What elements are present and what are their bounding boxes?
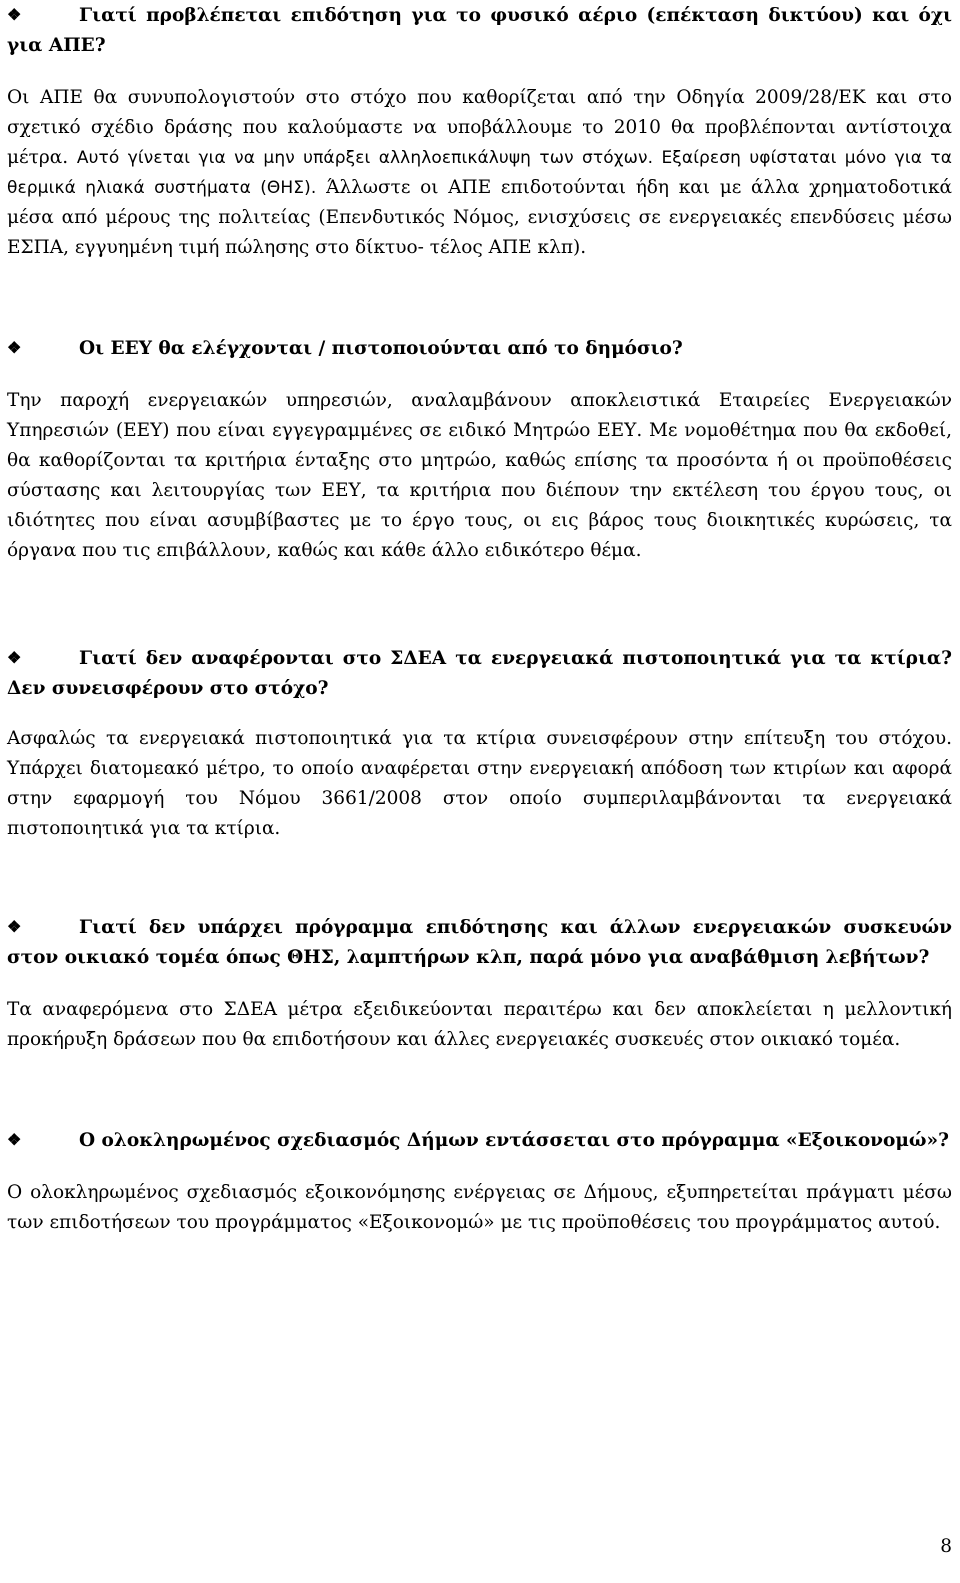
diamond-bullet-icon: ❖ (7, 648, 22, 667)
question-heading (7, 912, 952, 973)
qa-section-energy-certificates (7, 643, 952, 844)
question-text: Ο ολοκληρωμένος σχεδιασμός Δήμων εντάσσεται στο πρόγραμμα «Εξοικονομώ»? (79, 1130, 949, 1151)
question-heading (7, 0, 952, 61)
question-heading (7, 333, 952, 364)
question-text: Γιατί δεν υπάρχει πρόγραμμα επιδότησης και άλλων ενεργειακών συσκευών στον οικιακό τομέα όπως ΘΗΣ, λαμπτήρων κλπ, παρά μόνο για αναβάθμιση λεβήτων? (7, 917, 952, 968)
answer-paragraph: Τα αναφερόμενα στο ΣΔΕΑ μέτρα εξειδικεύονται περαιτέρω και δεν αποκλείεται η μελλοντική προκήρυξη δράσεων που θα επιδοτήσουν και άλλες ενεργειακές συσκευές στον οικιακό τομέα. (7, 999, 952, 1050)
page-number: 8 (940, 1536, 952, 1557)
question-heading (7, 1125, 952, 1156)
answer-paragraph: Ο ολοκληρωμένος σχεδιασμός εξοικονόμησης ενέργειας σε Δήμους, εξυπηρετείται πράγματι μέσω των επιδοτήσεων του προγράμματος «Εξοικονομώ» με τις προϋποθέσεις του προγράμματος αυτού. (7, 1182, 952, 1233)
answer-text-sans: Αυτό γίνεται για να μην υπάρξει αλληλοεπικάλυψη των στόχων. Εξαίρεση υφίσταται μόνο για τα θερμικά ηλιακά συστήματα (ΘΗΣ). (7, 148, 953, 198)
diamond-bullet-icon: ❖ (7, 5, 22, 24)
question-text: Γιατί προβλέπεται επιδότηση για το φυσικό αέριο (επέκταση δικτύου) και όχι για ΑΠΕ? (7, 5, 952, 56)
question-text: Οι ΕΕΥ θα ελέγχονται / πιστοποιούνται από το δημόσιο? (79, 338, 683, 359)
answer-paragraph: Την παροχή ενεργειακών υπηρεσιών, αναλαμβάνουν αποκλειστικά Εταιρείες Ενεργειακών Υπηρεσιών (ΕΕΥ) που είναι εγγεγραμμένες σε ειδικό Μητρώο ΕΕΥ. Με νομοθέτημα που θα εκδοθεί, θα καθορίζονται τα κριτήρια ένταξης στο μητρώο, καθώς επίσης τα προσόντα ή οι προϋποθέσεις σύστασης και λειτουργίας των ΕΕΥ, τα κριτήρια που διέπουν την εκτέλεση του έργου τους, οι ιδιότητες που είναι ασυμβίβαστες με το έργο τους, οι εις βάρος τους διοικητικές κυρώσεις, τα όργανα που τις επιβάλλουν, καθώς και κάθε άλλο ειδικότερο θέμα. (7, 390, 952, 561)
qa-section-esco-certification (7, 333, 952, 566)
answer-text: Οι ΑΠΕ θα συνυπολογιστούν στο στόχο που καθορίζεται από την Οδηγία 2009/28/ΕΚ και στο σχετικό σχέδιο δράσης που καλούμαστε να υποβάλλουμε το 2010 θα προβλέπονται αντίστοιχα μέτρα. (7, 87, 952, 168)
question-heading (7, 643, 952, 704)
diamond-bullet-icon: ❖ (7, 338, 22, 357)
answer-text: Άλλωστε οι ΑΠΕ επιδοτούνται ήδη και με άλλα χρηματοδοτικά μέσα από μέρους της πολιτείας (Επενδυτικός Νόμος, ενισχύσεις σε ενεργειακές επενδύσεις μέσω ΕΣΠΑ, εγγυημένη τιμή πώλησης στο δίκτυο- τέλος ΑΠΕ κλπ). (7, 177, 953, 258)
qa-section-res-subsidy (7, 0, 952, 263)
question-text: Γιατί δεν αναφέρονται στο ΣΔΕΑ τα ενεργειακά πιστοποιητικά για τα κτίρια? Δεν συνεισφέρουν στο στόχο? (7, 648, 952, 699)
diamond-bullet-icon: ❖ (7, 1130, 22, 1149)
qa-section-household-devices (7, 912, 952, 1055)
answer-paragraph: Ασφαλώς τα ενεργειακά πιστοποιητικά για τα κτίρια συνεισφέρουν στην επίτευξη του στόχου. Υπάρχει διατομεακό μέτρο, το οποίο αναφέρεται στην ενεργειακή απόδοση των κτιρίων και αφορά στην εφαρμογή του Νόμου 3661/2008 στον οποίο συμπεριλαμβάνονται τα ενεργειακά πιστοποιητικά για τα κτίρια. (7, 728, 952, 839)
answer-paragraph (7, 83, 952, 263)
qa-section-municipal-planning (7, 1125, 952, 1238)
diamond-bullet-icon: ❖ (7, 917, 22, 936)
